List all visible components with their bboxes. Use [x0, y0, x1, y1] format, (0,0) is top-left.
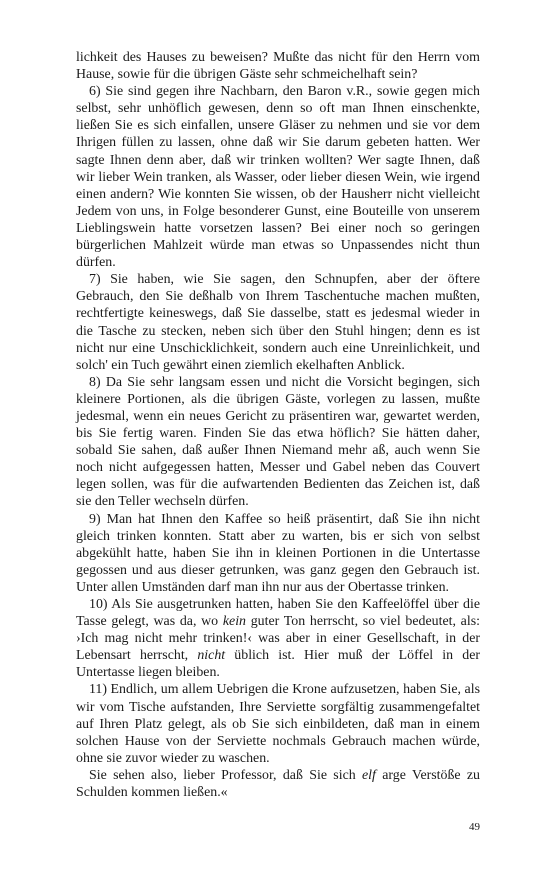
- paragraph-10-text-c: üblich ist. Hier muß der Löffel in der Untertasse liegen bleiben.: [76, 648, 480, 681]
- paragraph-6: 6) Sie sind gegen ihre Nachbarn, den Baron v.R., sowie gegen mich selbst, sehr unhöflich gewesen, denn so oft man Ihnen einschenkte, ließen Sie es sich einfallen, unsere Gläser zu nehmen und sie vor dem Ihrigen füllen zu lassen, ohne daß wir Sie darum gebeten hatten. Wer sagte Ihnen denn aber, daß wir trinken wollten? Wer sagte Ihnen, daß wir lieber Wein tranken, als Wasser, oder lieber diesen Wein, wie irgend einen andern? Wie konnten Sie wissen, ob der Hausherr nicht vielleicht Jedem von uns, in Folge besonderer Gunst, eine Bouteille von unserem Lieblingswein hatte vorsetzen lassen? Bei einer noch so geringen bürgerlichen Mahlzeit würde man etwas so Unpassendes nicht thun dürfen.: [76, 84, 480, 271]
- paragraph-10-text-b: guter Ton herrscht, so viel bedeutet, als: ›Ich mag nicht mehr trinken!‹ was aber in einer Gesellschaft, in der Lebensart herrscht,: [76, 614, 480, 664]
- emphasis-nicht: nicht: [197, 648, 226, 664]
- paragraph-8: 8) Da Sie sehr langsam essen und nicht die Vorsicht begingen, sich kleinere Portionen, als die übrigen Gäste, vorlegen zu lassen, mußte jedesmal, wenn ein neues Gericht zu präsentiren war, gewartet werden, bis Sie fertig waren. Finden Sie das etwa höflich? Sie hätten daher, sobald Sie sahen, daß außer Ihnen Niemand mehr aß, auch wenn Sie noch nicht aufgegessen hatten, Messer und Gabel neben das Couvert legen sollen, was für die aufwartenden Bedienten das Zeichen ist, daß sie den Teller wechseln dürfen.: [76, 374, 480, 510]
- paragraph-11: 11) Endlich, um allem Uebrigen die Krone aufzusetzen, haben Sie, als wir vom Tische aufstanden, Ihre Serviette sorgfältig zusammengefaltet auf Ihren Platz gelegt, als ob Sie sich einbildeten, daß man in einem solchen Hause von der Serviette nochmals Gebrauch machen würde, ohne sie zuvor wieder zu waschen.: [76, 682, 480, 766]
- paragraph-7: 7) Sie haben, wie Sie sagen, den Schnupfen, aber der öftere Gebrauch, den Sie deßhalb von Ihrem Taschentuche machen mußten, rechtfertigte keineswegs, daß Sie dasselbe, statt es jedesmal wieder in die Tasche zu stecken, neben sich über den Stuhl hingen; denn es ist nicht nur eine Unschicklichkeit, sondern auch eine Unreinlichkeit, und solch' ein Tuch gewährt einen ziemlich ekelhaften Anblick.: [76, 272, 480, 373]
- closing-text-b: arge Verstöße zu Schulden kommen ließen.«: [76, 767, 480, 801]
- paragraph-10: [76, 596, 480, 681]
- paragraph-10-text-a: 10) Als Sie ausgetrunken hatten, haben Sie den Kaffeelöffel über die Tasse gelegt, was da, wo: [76, 597, 480, 630]
- emphasis-kein: kein: [222, 614, 246, 630]
- closing-text-a: Sie sehen also, lieber Professor, daß Sie sich: [89, 767, 363, 783]
- page-body: [76, 49, 480, 801]
- page-number: 49: [469, 821, 480, 833]
- paragraph-closing: [76, 767, 480, 801]
- paragraph-continuation: lichkeit des Hauses zu beweisen? Mußte das nicht für den Herrn vom Hause, sowie für die übrigen Gäste sehr schmeichelhaft sein?: [76, 50, 480, 83]
- paragraph-9: 9) Man hat Ihnen den Kaffee so heiß präsentirt, daß Sie ihn nicht gleich trinken konnten. Statt aber zu warten, bis er sich von selbst abgekühlt hatte, haben Sie ihn in kleinen Portionen in die Untertasse gegossen und aus dieser getrunken, was ganz gegen den Gebrauch ist. Unter allen Umständen darf man ihn nur aus der Obertasse trinken.: [76, 511, 480, 595]
- emphasis-elf: elf: [362, 767, 376, 783]
